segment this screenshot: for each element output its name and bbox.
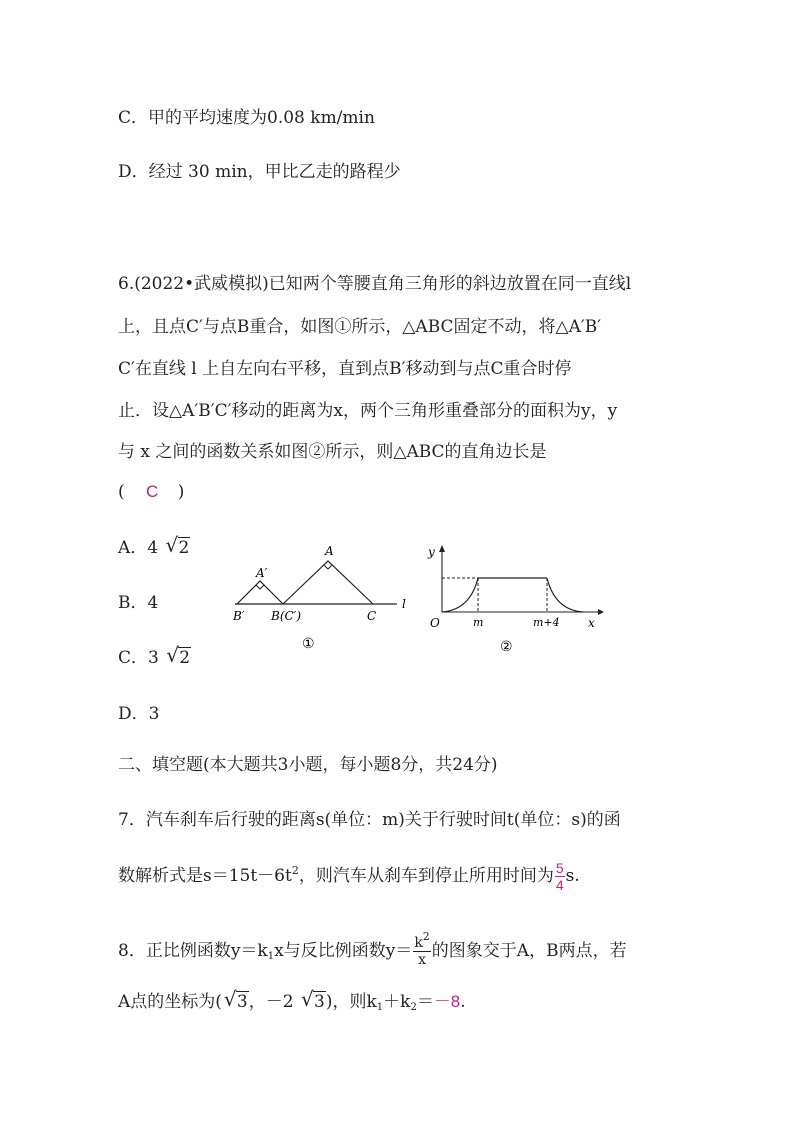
label-l: l — [402, 597, 406, 611]
figure-1-triangles — [225, 540, 415, 655]
exponent: 2 — [291, 864, 299, 877]
q6-line-3: C′在直线 l 上自左向右平移，直到点B′移动到与点C重合时停 — [118, 359, 572, 379]
label-a: A — [325, 544, 334, 558]
q6-line-5: 与 x 之间的函数关系如图②所示，则△ABC的直角边长是 — [118, 442, 547, 462]
q7-answer-fraction — [555, 860, 565, 893]
q8-line-2 — [118, 987, 466, 1014]
radicand: 2 — [179, 648, 191, 668]
q6-line-2: 上，且点C′与点B重合，如图①所示，△ABC固定不动，将△A′B′ — [118, 317, 602, 337]
right-angle-mark — [256, 585, 264, 589]
q8-fraction — [413, 930, 430, 968]
q7-unit: s. — [565, 866, 580, 886]
sqrt-3: √ 3 — [300, 987, 325, 1012]
fraction-numerator: 5 — [555, 860, 564, 876]
q6-answer: C — [146, 482, 159, 501]
curve-fall — [547, 578, 583, 612]
q6-option-b: B．4 — [118, 593, 159, 613]
q8-text: . — [460, 992, 466, 1012]
q5-option-d: D．经过 30 min，甲比乙走的路程少 — [118, 162, 401, 182]
triangle-a-prime — [237, 581, 283, 604]
label-b-prime: B′ — [233, 609, 245, 623]
fraction-denominator: x — [418, 952, 426, 968]
option-c-label: C．3 — [118, 648, 159, 668]
q6-option-a — [118, 533, 190, 560]
q8-text: ＝ — [416, 992, 434, 1012]
q8-text: )，则k — [325, 992, 377, 1012]
q7-text: 数解析式是s＝15t－6t — [118, 866, 292, 886]
paren-close: ) — [177, 482, 185, 502]
q8-text: ，－2 — [248, 992, 294, 1012]
q6-option-c — [118, 643, 191, 670]
label-b-c-prime: B(C′) — [271, 609, 302, 623]
q8-text: A点的坐标为( — [118, 992, 222, 1012]
q5-option-c: C．甲的平均速度为0.08 km/min — [118, 108, 375, 128]
paren-open: ( — [118, 482, 125, 502]
label-a-prime: A′ — [256, 566, 268, 580]
radicand: 3 — [236, 992, 248, 1012]
fraction-numerator: $k^2$ — [414, 930, 430, 951]
radicand: 2 — [178, 538, 190, 558]
right-angle-mark — [324, 565, 332, 569]
curve-rise — [442, 578, 478, 612]
option-a-label: A．4 — [118, 538, 159, 558]
label-m: m — [473, 616, 484, 629]
figure-1-caption: ① — [302, 636, 315, 652]
y-axis-arrow — [439, 545, 445, 552]
subscript: 2 — [410, 1002, 417, 1013]
q6-line-1: 6.(2022•武威模拟)已知两个等腰直角三角形的斜边放置在同一直线l — [118, 274, 632, 294]
sqrt-2: √ 2 — [165, 533, 190, 558]
q7-text: ，则汽车从刹车到停止所用时间为 — [298, 866, 554, 886]
q7-line-2 — [118, 860, 580, 893]
section-heading: 二、填空题(本大题共3小题，每小题8分，共24分) — [118, 755, 498, 775]
q8-line-1 — [118, 930, 627, 968]
label-origin: O — [430, 616, 440, 630]
q8-text: ＋k — [383, 992, 411, 1012]
sqrt-3: √ 3 — [223, 987, 248, 1012]
label-x: x — [588, 616, 595, 630]
q6-answer-bracket — [118, 480, 184, 504]
label-y: y — [428, 545, 435, 559]
q6-line-4: 止．设△A′B′C′移动的距离为x，两个三角形重叠部分的面积为y，y — [118, 401, 618, 421]
q8-text: 的图象交于A，B两点，若 — [431, 941, 627, 961]
triangle-abc — [283, 561, 373, 604]
label-m-plus-4: m+4 — [533, 616, 560, 629]
figure-2-caption: ② — [500, 639, 513, 655]
q6-option-d: D．3 — [118, 704, 160, 724]
x-axis-arrow — [598, 609, 604, 615]
subscript: 1 — [267, 951, 275, 962]
radicand: 3 — [313, 992, 325, 1012]
subscript: 1 — [376, 1002, 384, 1013]
figure-2-graph — [420, 540, 605, 658]
label-c: C — [367, 609, 377, 623]
fraction-denominator: 4 — [555, 877, 564, 893]
q8-text: x与反比例函数y＝ — [274, 941, 413, 961]
sqrt-2: √ 2 — [166, 643, 191, 668]
q8-text: 8．正比例函数y＝k — [118, 941, 268, 961]
q8-answer: －8 — [433, 992, 461, 1011]
q7-line-1: 7．汽车刹车后行驶的距离s(单位：m)关于行驶时间t(单位：s)的函 — [118, 810, 621, 830]
